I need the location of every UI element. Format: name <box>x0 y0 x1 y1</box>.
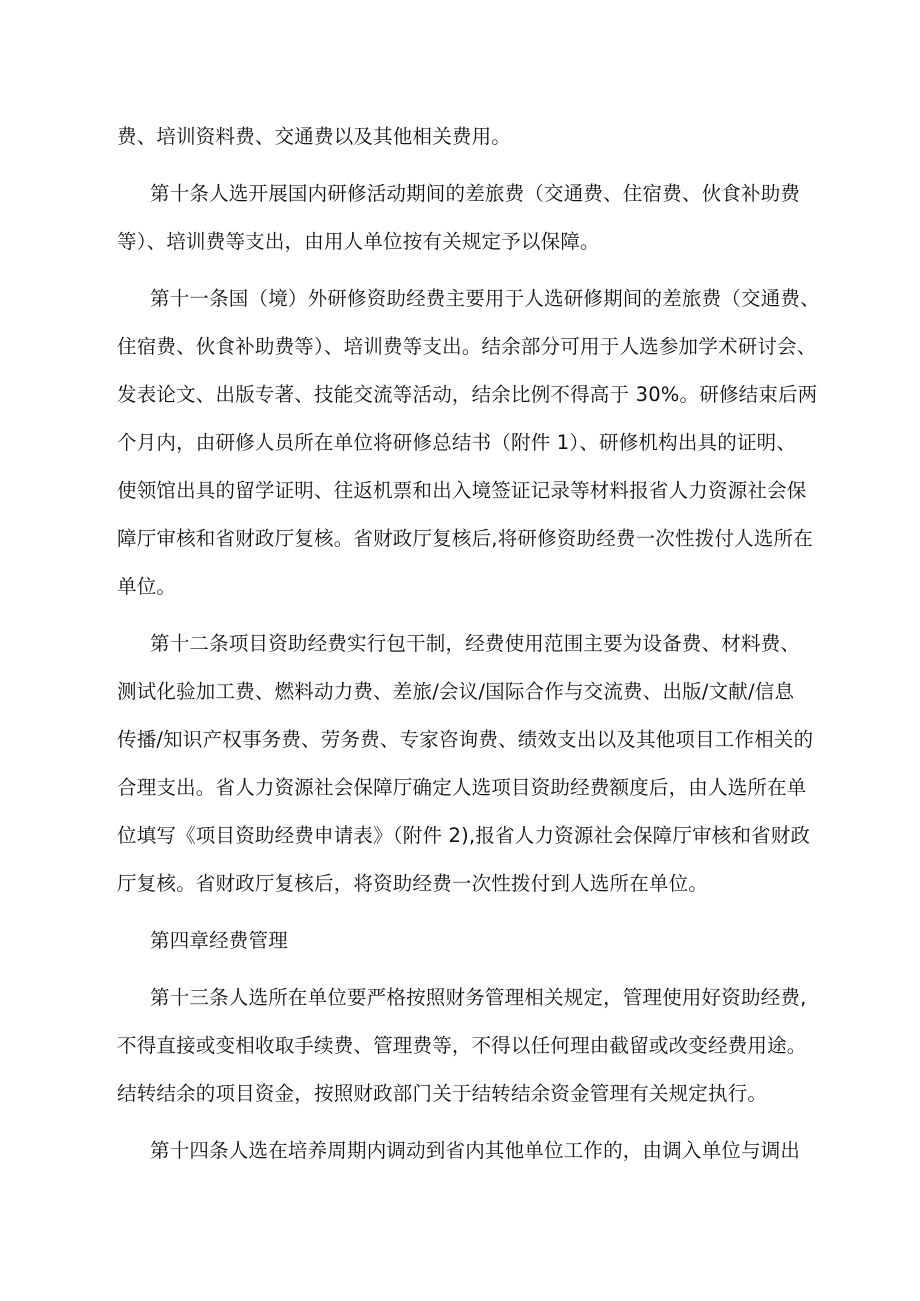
text-line: 障厅审核和省财政厅复核。省财政厅复核后,将研修资助经费一次性拨付人选所在 <box>117 527 813 550</box>
text-line: 结转结余的项目资金，按照财政部门关于结转结余资金管理有关规定执行。 <box>117 1082 768 1105</box>
text-line: 个月内，由研修人员所在单位将研修总结书（附件 1）、研修机构出具的证明、 <box>117 431 797 454</box>
text-line: 不得直接或变相收取手续费、管理费等，不得以任何理由截留或改变经费用途。 <box>117 1034 807 1057</box>
text-line: 传播/知识产权事务费、劳务费、专家咨询费、绩效支出以及其他项目工作相关的 <box>117 728 814 751</box>
text-line: 测试化验加工费、燃料动力费、差旅/会议/国际合作与交流费、出版/文献/信息 <box>117 680 795 703</box>
text-line: 位填写《项目资助经费申请表》（附件 2),报省人力资源社会保障厅审核和省财政 <box>117 824 811 847</box>
text-line: 厅复核。省财政厅复核后，将资助经费一次性拨付到人选所在单位。 <box>117 872 709 895</box>
paragraph-article-11-line-1: 第十一条国（境）外研修资助经费主要用于人选研修期间的差旅费（交通费、 <box>150 287 820 310</box>
text-line: 住宿费、伙食补助费等）、培训费等支出。结余部分可用于人选参加学术研讨会、 <box>117 335 817 358</box>
text-line: 单位。 <box>117 575 177 598</box>
chapter-heading: 第四章经费管理 <box>150 929 288 952</box>
text-line: 使领馆出具的留学证明、往返机票和出入境签证记录等材料报省人力资源社会保 <box>117 479 807 502</box>
paragraph-article-12-line-1: 第十二条项目资助经费实行包干制，经费使用范围主要为设备费、材料费、 <box>150 632 801 655</box>
text-line: 费、培训资料费、交通费以及其他相关费用。 <box>117 125 512 148</box>
text-line: 合理支出。省人力资源社会保障厅确定人选项目资助经费额度后，由人选所在单 <box>117 776 807 799</box>
paragraph-article-10-line-1: 第十条人选开展国内研修活动期间的差旅费（交通费、住宿费、伙食补助费 <box>150 182 801 205</box>
text-line: 发表论文、出版专著、技能交流等活动，结余比例不得高于 30%。研修结束后两 <box>117 383 818 406</box>
paragraph-article-14-line-1: 第十四条人选在培养周期内调动到省内其他单位工作的，由调入单位与调出 <box>150 1139 801 1162</box>
paragraph-article-13-line-1: 第十三条人选所在单位要严格按照财务管理相关规定，管理使用好资助经费, <box>150 986 807 1009</box>
text-line: 等）、培训费等支出，由用人单位按有关规定予以保障。 <box>117 230 600 253</box>
